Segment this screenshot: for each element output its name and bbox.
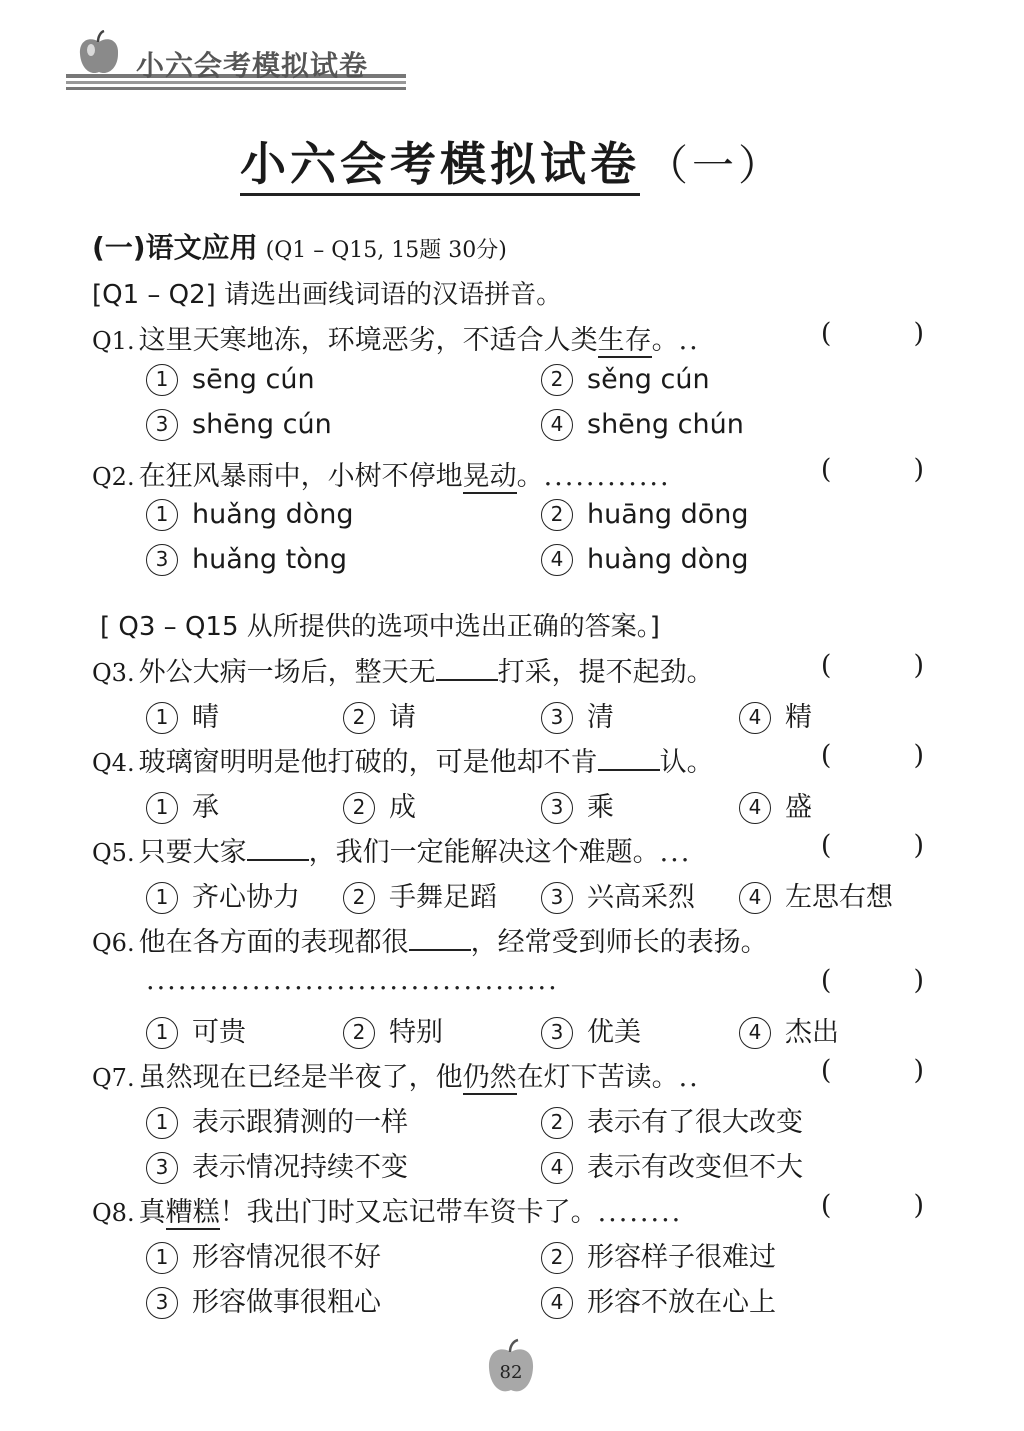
question-text-end: 认。 [659,747,714,778]
option-q1-2[interactable] [541,364,710,396]
option-q3-3[interactable] [541,695,614,734]
bracket-close: ) [913,1055,924,1086]
option-q7-2[interactable] [541,1100,803,1139]
page-title-suffix: （一） [645,141,784,190]
option-q7-1[interactable] [146,1100,408,1139]
option-mark: 4 [739,792,771,824]
bracket-close: ) [913,1190,924,1221]
section-label: (一)语文应用 [92,231,258,264]
option-mark: 3 [541,792,573,824]
option-q5-4[interactable] [739,875,893,914]
option-mark: 2 [343,702,375,734]
bracket-close: ) [913,318,924,349]
option-mark: 2 [541,1107,573,1139]
option-text: 清 [587,702,614,733]
bracket-open: ( [820,454,832,485]
answer-blank [436,657,498,681]
option-q5-3[interactable] [541,875,695,914]
option-mark: 4 [541,544,573,576]
option-text: huāng dōng [587,499,749,530]
option-text: shēng cún [192,409,332,440]
page-number-apple-icon [486,1338,536,1396]
question-q7 [92,1055,924,1094]
bracket-open: ( [820,965,832,996]
option-mark: 2 [343,882,375,914]
bracket-close: ) [913,965,924,996]
option-text: 表示有了很大改变 [587,1107,803,1138]
option-mark: 1 [146,882,178,914]
option-mark: 4 [739,882,771,914]
option-mark: 2 [343,792,375,824]
answer-blank [409,927,471,951]
option-mark: 1 [146,499,178,531]
question-text: 只要大家 [138,837,247,868]
option-q3-2[interactable] [343,695,416,734]
answer-bracket-q3[interactable] [821,650,924,681]
question-number: Q6. [92,929,135,957]
option-mark: 2 [541,499,573,531]
answer-bracket-q8[interactable] [821,1190,924,1221]
option-q8-3[interactable] [146,1280,381,1319]
bracket-open: ( [820,830,832,861]
leader-dots: ............ [543,461,671,492]
bracket-open: ( [820,1190,832,1221]
option-text: 盛 [785,792,812,823]
option-mark: 4 [541,1152,573,1184]
underlined-word: 生存 [597,325,652,356]
question-number: Q5. [92,839,135,867]
option-q6-2[interactable] [343,1010,443,1049]
option-q1-4[interactable] [541,409,744,441]
option-text: 表示跟猜测的一样 [192,1107,408,1138]
question-number: Q4. [92,749,135,777]
option-mark: 3 [146,1152,178,1184]
answer-bracket-q2[interactable] [821,454,924,485]
option-q2-2[interactable] [541,499,749,531]
question-q6-leader [146,965,924,996]
option-text: huǎng tòng [192,544,347,575]
option-q1-3[interactable] [146,409,332,441]
option-text: 表示情况持续不变 [192,1152,408,1183]
question-text-end: 。 [516,461,544,492]
underlined-word: 糟糕 [165,1197,220,1228]
question-text-end: ，我们一定能解决这个难题。 [308,837,660,868]
option-text: 杰出 [785,1017,839,1048]
option-q7-3[interactable] [146,1145,408,1184]
option-text: 表示有改变但不大 [587,1152,803,1183]
option-mark: 3 [146,544,178,576]
question-text: 虽然现在已经是半夜了，他 [138,1062,463,1093]
question-text: 玻璃窗明明是他打破的，可是他却不肯 [138,747,598,778]
question-text: 他在各方面的表现都很 [138,927,409,958]
answer-blank [247,837,309,861]
option-q4-3[interactable] [541,785,614,824]
question-q4 [92,740,924,779]
instruction-q1-q2: [Q1 – Q2] 请选出画线词语的汉语拼音。 [92,280,563,310]
option-mark: 1 [146,1017,178,1049]
question-text: 在狂风暴雨中，小树不停地 [138,461,463,492]
option-text: 可贵 [192,1017,246,1048]
bracket-open: ( [820,318,832,349]
leader-dots: ... [659,837,692,868]
option-mark: 3 [541,702,573,734]
option-mark: 4 [739,1017,771,1049]
answer-bracket-q6[interactable] [821,965,924,996]
option-text: 成 [389,792,416,823]
bracket-open: ( [820,1055,832,1086]
answer-bracket-q4[interactable] [821,740,924,771]
option-text: 形容做事很粗心 [192,1287,381,1318]
option-q5-1[interactable] [146,875,300,914]
bracket-close: ) [913,650,924,681]
leader-dots: ........ [597,1197,683,1228]
option-text: 请 [389,702,416,733]
answer-blank [598,747,660,771]
question-q2 [92,454,924,493]
option-text: 承 [192,792,219,823]
option-mark: 2 [343,1017,375,1049]
question-q6 [92,920,924,959]
option-mark: 1 [146,792,178,824]
option-q3-4[interactable] [739,695,812,734]
option-text: 形容样子很难过 [587,1242,776,1273]
leader-dots: .. [678,1062,700,1093]
option-mark: 1 [146,1107,178,1139]
answer-bracket-q7[interactable] [821,1055,924,1086]
question-number: Q2. [92,463,135,491]
option-q3-1[interactable] [146,695,219,734]
option-mark: 4 [541,1287,573,1319]
question-q8 [92,1190,924,1229]
option-mark: 3 [541,1017,573,1049]
header-title: 小六会考模拟试卷 [136,49,369,82]
option-text: 晴 [192,702,219,733]
option-q2-1[interactable] [146,499,354,531]
option-q4-4[interactable] [739,785,812,824]
option-mark: 1 [146,364,178,396]
underlined-word: 仍然 [462,1062,517,1093]
option-q5-2[interactable] [343,875,497,914]
page-header [66,28,406,92]
option-q6-4[interactable] [739,1010,839,1049]
question-number: Q3. [92,659,135,687]
question-text-end: ，经常受到师长的表扬。 [470,927,768,958]
question-q5 [92,830,924,869]
question-text: 外公大病一场后，整天无 [138,657,436,688]
instruction-q3-q15: [ Q3 – Q15 从所提供的选项中选出正确的答案。] [100,612,660,642]
option-q8-1[interactable] [146,1235,381,1274]
option-q8-2[interactable] [541,1235,776,1274]
question-q1 [92,318,924,357]
section-heading [92,226,924,266]
option-q6-3[interactable] [541,1010,641,1049]
question-number: Q1. [92,327,135,355]
answer-bracket-q1[interactable] [821,318,924,349]
option-q2-3[interactable] [146,544,347,576]
option-text: 乘 [587,792,614,823]
question-text: 这里天寒地冻，环境恶劣，不适合人类 [138,325,598,356]
option-q1-1[interactable] [146,364,315,396]
page-title [0,128,1024,194]
option-mark: 4 [739,702,771,734]
question-text-end: 。 [651,325,679,356]
option-text: 形容情况很不好 [192,1242,381,1273]
question-text: 真 [138,1197,166,1228]
bracket-close: ) [913,830,924,861]
leader-dots: ....................................... [146,965,559,996]
question-number: Q8. [92,1199,135,1227]
option-mark: 1 [146,1242,178,1274]
page-title-text: 小六会考模拟试卷 [240,137,640,196]
question-q3 [92,650,924,689]
option-mark: 3 [146,1287,178,1319]
option-text: 特别 [389,1017,443,1048]
option-mark: 4 [541,409,573,441]
option-text: 手舞足蹈 [389,882,497,913]
option-text: 精 [785,702,812,733]
option-q8-4[interactable] [541,1280,776,1319]
option-q4-2[interactable] [343,785,416,824]
bracket-open: ( [820,740,832,771]
option-text: sěng cún [587,364,710,395]
apple-icon [76,30,122,78]
question-text-end: ！我出门时又忘记带车资卡了。 [219,1197,598,1228]
option-text: 优美 [587,1017,641,1048]
option-mark: 1 [146,702,178,734]
option-text: 齐心协力 [192,882,300,913]
option-text: huàng dòng [587,544,749,575]
option-text: 左思右想 [785,882,893,913]
option-q6-1[interactable] [146,1010,246,1049]
option-mark: 3 [541,882,573,914]
option-text: shēng chún [587,409,744,440]
bracket-close: ) [913,454,924,485]
option-mark: 2 [541,1242,573,1274]
question-text-end: 打采，提不起劲。 [497,657,714,688]
page-number: 82 [499,1362,523,1383]
option-text: 兴高采烈 [587,882,695,913]
section-note: (Q1 – Q15, 15题 30分) [265,238,507,263]
option-q2-4[interactable] [541,544,749,576]
option-mark: 2 [541,364,573,396]
option-q7-4[interactable] [541,1145,803,1184]
option-text: huǎng dòng [192,499,354,530]
underlined-word: 晃动 [462,461,517,492]
option-mark: 3 [146,409,178,441]
leader-dots: .. [678,325,700,356]
bracket-close: ) [913,740,924,771]
answer-bracket-q5[interactable] [821,830,924,861]
option-q4-1[interactable] [146,785,219,824]
option-text: sēng cún [192,364,315,395]
bracket-open: ( [820,650,832,681]
option-text: 形容不放在心上 [587,1287,776,1318]
question-number: Q7. [92,1064,135,1092]
question-text-end: 在灯下苦读。 [516,1062,679,1093]
